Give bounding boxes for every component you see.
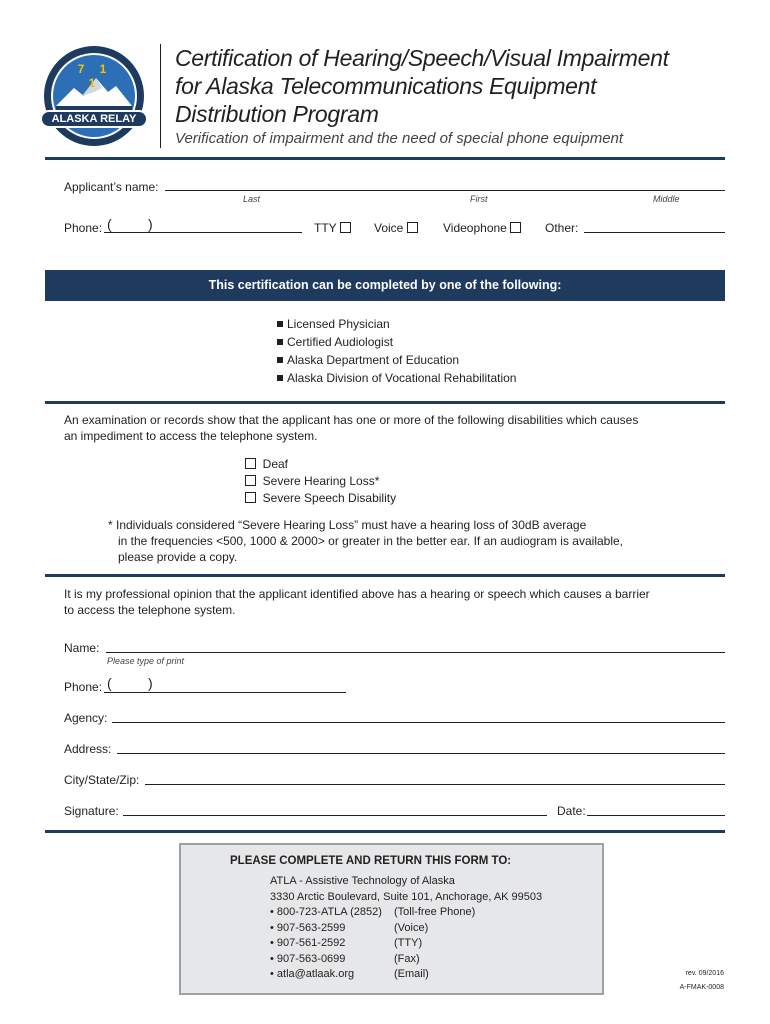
other-field[interactable] <box>584 232 725 233</box>
applicant-name-label: Applicant’s name: <box>64 180 159 194</box>
pro-name-label: Name: <box>64 641 100 655</box>
city-field[interactable] <box>145 784 725 785</box>
section-rule <box>45 574 725 577</box>
paren-open: ( <box>107 216 112 232</box>
agency-field[interactable] <box>112 722 725 723</box>
name-hint: Please type of print <box>107 656 185 666</box>
professional-opinion: It is my professional opinion that the applicant identified above has a hearing or speech which causes a barrier to access the telephone system. <box>64 587 650 617</box>
return-address-box <box>179 843 604 995</box>
applicant-phone-label: Phone: <box>64 221 103 235</box>
signature-field[interactable] <box>123 815 547 816</box>
agency-label: Agency: <box>64 711 108 725</box>
speech-disability-option[interactable]: Severe Speech Disability <box>245 490 396 507</box>
speech-disability-checkbox[interactable] <box>245 492 256 503</box>
bullet-square-icon <box>277 321 283 327</box>
address-field[interactable] <box>117 753 725 754</box>
revision-date: rev. 09/2016 <box>685 970 724 977</box>
bullet-square-icon <box>277 375 283 381</box>
hearing-loss-option[interactable]: Severe Hearing Loss* <box>245 473 396 490</box>
tty-checkbox[interactable] <box>340 222 351 233</box>
return-details: ATLA - Assistive Technology of Alaska 3330 Arctic Boulevard, Suite 101, Anchorage, AK 99503 • 800-723-ATLA (2852) (Toll-free Phone) • 907-563-2599 (Voice) • 907-561-2592 (TTY) • 907-563-0699 (Fax) • atla@atlaak.org (Email) <box>270 874 542 983</box>
contact-row: • atla@atlaak.org (Email) <box>270 968 429 980</box>
videophone-option[interactable]: Videophone <box>443 221 521 235</box>
header-divider <box>160 44 161 148</box>
section-rule <box>45 157 725 160</box>
disability-intro: An examination or records show that the applicant has one or more of the following disabilities which causes an impediment to access the telephone system. <box>64 413 639 443</box>
bullet-square-icon <box>277 339 283 345</box>
contact-row: • 907-563-0699 (Fax) <box>270 952 420 965</box>
form-id: A-FMAK-0008 <box>679 984 724 991</box>
videophone-checkbox[interactable] <box>510 222 521 233</box>
contact-row: • 907-563-2599 (Voice) <box>270 921 429 934</box>
list-item: Alaska Division of Vocational Rehabilitation <box>277 369 516 387</box>
bullet-square-icon <box>277 357 283 363</box>
certifier-banner: This certification can be completed by one of the following: <box>45 270 725 301</box>
signature-label: Signature: <box>64 804 119 818</box>
city-label: City/State/Zip: <box>64 773 140 787</box>
voice-option[interactable]: Voice <box>374 221 418 235</box>
date-label: Date: <box>557 804 586 818</box>
hearing-loss-checkbox[interactable] <box>245 475 256 486</box>
logo-emblem-icon <box>42 44 146 148</box>
section-rule <box>45 830 725 833</box>
logo-text: ALASKA RELAY <box>40 110 148 128</box>
list-item: Certified Audiologist <box>277 333 516 351</box>
logo-numbers: 7 1 1 <box>77 62 113 90</box>
first-hint: First <box>470 194 488 204</box>
list-item: Licensed Physician <box>277 315 516 333</box>
pro-phone-label: Phone: <box>64 680 103 694</box>
contact-row: • 907-561-2592 (TTY) <box>270 937 423 949</box>
contact-row: • 800-723-ATLA (2852) (Toll-free Phone) <box>270 906 476 918</box>
alaska-relay-logo <box>42 44 146 148</box>
paren-open: ( <box>107 675 112 691</box>
page-subtitle: Verification of impairment and the need of special phone equipment <box>175 130 624 147</box>
page-title: Certification of Hearing/Speech/Visual Impairment for Alaska Telecommunications Equipment Distribution Program <box>175 45 669 127</box>
certifier-list <box>277 315 516 387</box>
deaf-option[interactable]: Deaf <box>245 456 396 473</box>
disability-options <box>245 456 396 507</box>
paren-close: ) <box>148 216 153 232</box>
middle-hint: Middle <box>653 194 680 204</box>
deaf-checkbox[interactable] <box>245 458 256 469</box>
list-item: Alaska Department of Education <box>277 351 516 369</box>
tty-option[interactable]: TTY <box>314 221 351 235</box>
paren-close: ) <box>148 675 153 691</box>
date-field[interactable] <box>587 815 725 816</box>
hearing-loss-note: * Individuals considered “Severe Hearing Loss” must have a hearing loss of 30dB average in the frequencies <500, 1000 & 2000> or greater in the better ear. If an audiogram is available, please provide a copy. <box>108 518 624 564</box>
applicant-name-field[interactable] <box>165 190 725 191</box>
applicant-phone-field[interactable] <box>104 232 302 233</box>
pro-name-field[interactable] <box>106 652 725 653</box>
section-rule <box>45 401 725 404</box>
other-label: Other: <box>545 221 579 235</box>
return-heading: PLEASE COMPLETE AND RETURN THIS FORM TO: <box>230 855 512 867</box>
last-hint: Last <box>243 194 261 204</box>
address-label: Address: <box>64 742 112 756</box>
voice-checkbox[interactable] <box>407 222 418 233</box>
pro-phone-field[interactable] <box>104 692 346 693</box>
